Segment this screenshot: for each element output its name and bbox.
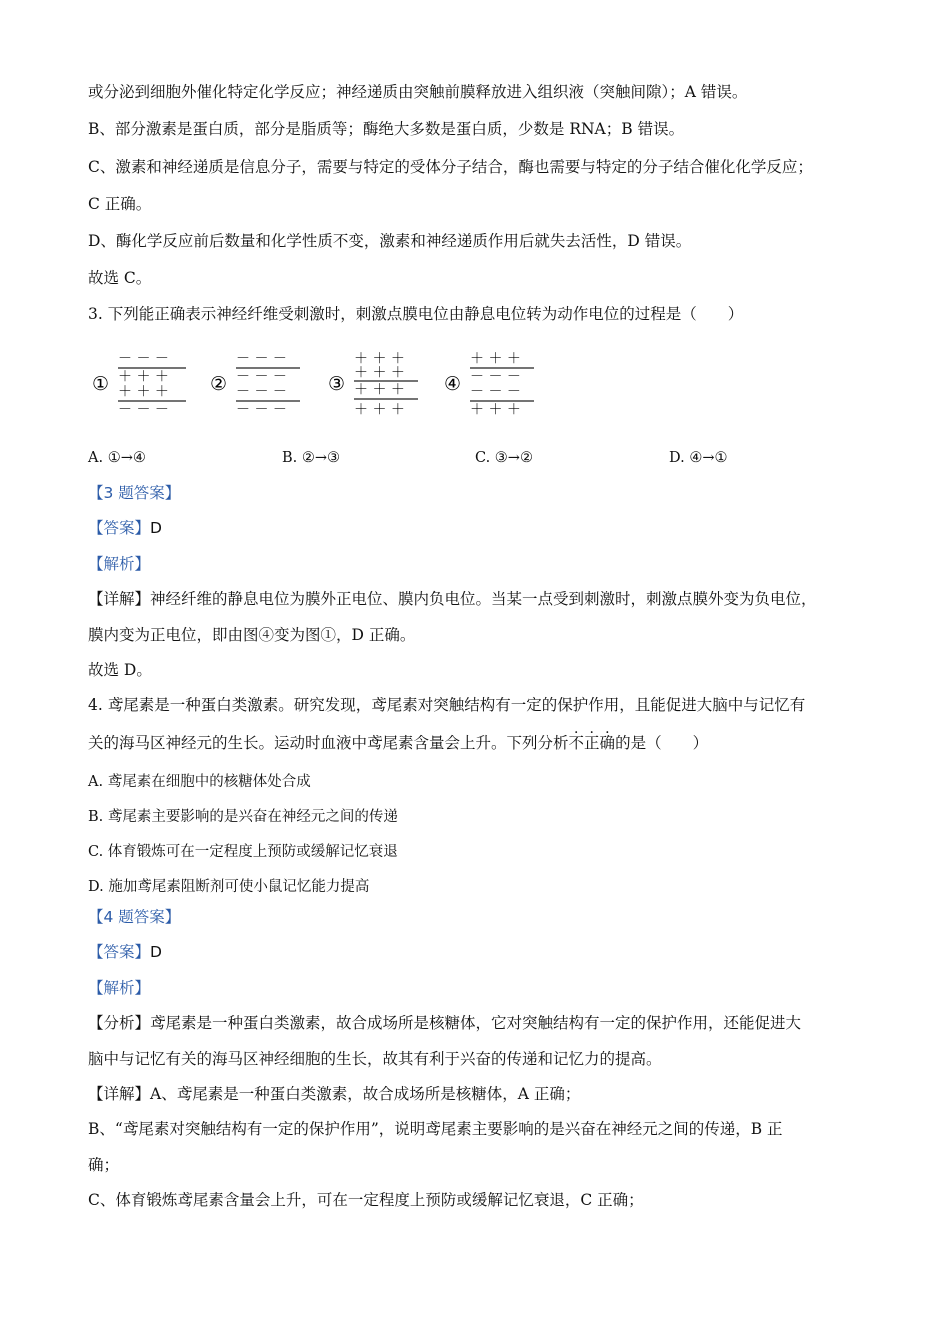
diagram-row: － － － [236, 369, 287, 385]
q4-detail-line: 【详解】A、鸢尾素是一种蛋白类激素，故合成场所是核糖体，A 正确； [88, 1085, 581, 1103]
q4-option-b: B. 鸢尾素主要影响的是兴奋在神经元之间的传递 [88, 809, 398, 825]
diagram-row: ＋ ＋ ＋ [354, 382, 405, 398]
q3-option-d: D. ④→① [669, 450, 728, 466]
diagram-label-1: ① [92, 373, 110, 395]
q3-analysis-header: 【解析】 [88, 555, 151, 573]
q4-answer: 【答案】D [88, 943, 162, 961]
question-4-stem: 关的海马区神经元的生长。运动时血液中鸢尾素含量会上升。下列分析不正确的是（ ） [88, 734, 709, 752]
diagram-row: ＋ ＋ ＋ [354, 351, 405, 367]
membrane-potential-diagram [88, 348, 548, 420]
diagram-row: ＋ ＋ ＋ [354, 365, 405, 381]
diagram-row: － － － [236, 351, 287, 367]
question-4-stem: 4. 鸢尾素是一种蛋白类激素。研究发现，鸢尾素对突触结构有一定的保护作用，且能促进大脑中与记忆有 [88, 696, 806, 714]
diagram-label-3: ③ [328, 373, 346, 395]
diagram-label-2: ② [210, 373, 228, 395]
diagram-row: － － － [470, 384, 521, 400]
question-3-stem: 3. 下列能正确表示神经纤维受刺激时，刺激点膜电位由静息电位转为动作电位的过程是（ ） [88, 305, 744, 323]
q3-option-b: B. ②→③ [282, 450, 341, 466]
q4-detail-line: B、“鸢尾素对突触结构有一定的保护作用”，说明鸢尾素主要影响的是兴奋在神经元之间的传递，B 正 [88, 1120, 783, 1138]
q4-option-d: D. 施加鸢尾素阻断剂可使小鼠记忆能力提高 [88, 879, 370, 895]
q3-answer-header: 【3 题答案】 [88, 484, 181, 502]
text-line: D、酶化学反应前后数量和化学性质不变，激素和神经递质作用后就失去活性，D 错误。 [88, 232, 692, 250]
diagram-row: － － － [236, 402, 287, 418]
q4-option-a: A. 鸢尾素在细胞中的核糖体处合成 [88, 774, 311, 790]
q3-answer-value: D [150, 519, 162, 537]
q4-option-c: C. 体育锻炼可在一定程度上预防或缓解记忆衰退 [88, 844, 398, 860]
q4-analysis-line: 脑中与记忆有关的海马区神经细胞的生长，故其有利于兴奋的传递和记忆力的提高。 [88, 1050, 662, 1068]
q4-answer-value: D [150, 943, 162, 961]
q3-answer: 【答案】D [88, 519, 162, 537]
q3-option-c: C. ③→② [475, 450, 533, 466]
text-line: C、激素和神经递质是信息分子，需要与特定的受体分子结合，酶也需要与特定的分子结合催化化学反应； [88, 158, 813, 176]
q3-option-a: A. ①→④ [88, 450, 146, 466]
q3-conclusion: 故选 D。 [88, 661, 152, 679]
text-line: C 正确。 [88, 195, 152, 213]
diagram-row: ＋ ＋ ＋ [118, 384, 169, 400]
diagram-row: ＋ ＋ ＋ [470, 351, 521, 367]
diagram-row: － － － [118, 351, 169, 367]
diagram-row: ＋ ＋ ＋ [354, 402, 405, 418]
diagram-label-4: ④ [444, 373, 462, 395]
diagram-row: － － － [118, 402, 169, 418]
q4-answer-header: 【4 题答案】 [88, 908, 181, 926]
q3-detail-line: 【详解】神经纤维的静息电位为膜外正电位、膜内负电位。当某一点受到刺激时，刺激点膜外变为负电位， [88, 590, 817, 608]
text-line: B、部分激素是蛋白质，部分是脂质等；酶绝大多数是蛋白质，少数是 RNA；B 错误。 [88, 120, 685, 138]
diagram-row: － － － [236, 384, 287, 400]
q4-detail-line: C、体育锻炼鸢尾素含量会上升，可在一定程度上预防或缓解记忆衰退，C 正确； [88, 1191, 644, 1209]
emphasis-text: 不正确 [568, 734, 616, 752]
q4-detail-line: 确； [88, 1156, 120, 1174]
diagram-row: ＋ ＋ ＋ [470, 402, 521, 418]
q3-detail-line: 膜内变为正电位，即由图④变为图①，D 正确。 [88, 626, 416, 644]
q4-analysis-header: 【解析】 [88, 979, 151, 997]
diagram-row: ＋ ＋ ＋ [118, 369, 169, 385]
q4-analysis-line: 【分析】鸢尾素是一种蛋白类激素，故合成场所是核糖体，它对突触结构有一定的保护作用，还能促进大 [88, 1014, 802, 1032]
text-line: 故选 C。 [88, 269, 152, 287]
text-line: 或分泌到细胞外催化特定化学反应；神经递质由突触前膜释放进入组织液（突触间隙）；A 错误。 [88, 83, 748, 101]
diagram-row: － － － [470, 369, 521, 385]
